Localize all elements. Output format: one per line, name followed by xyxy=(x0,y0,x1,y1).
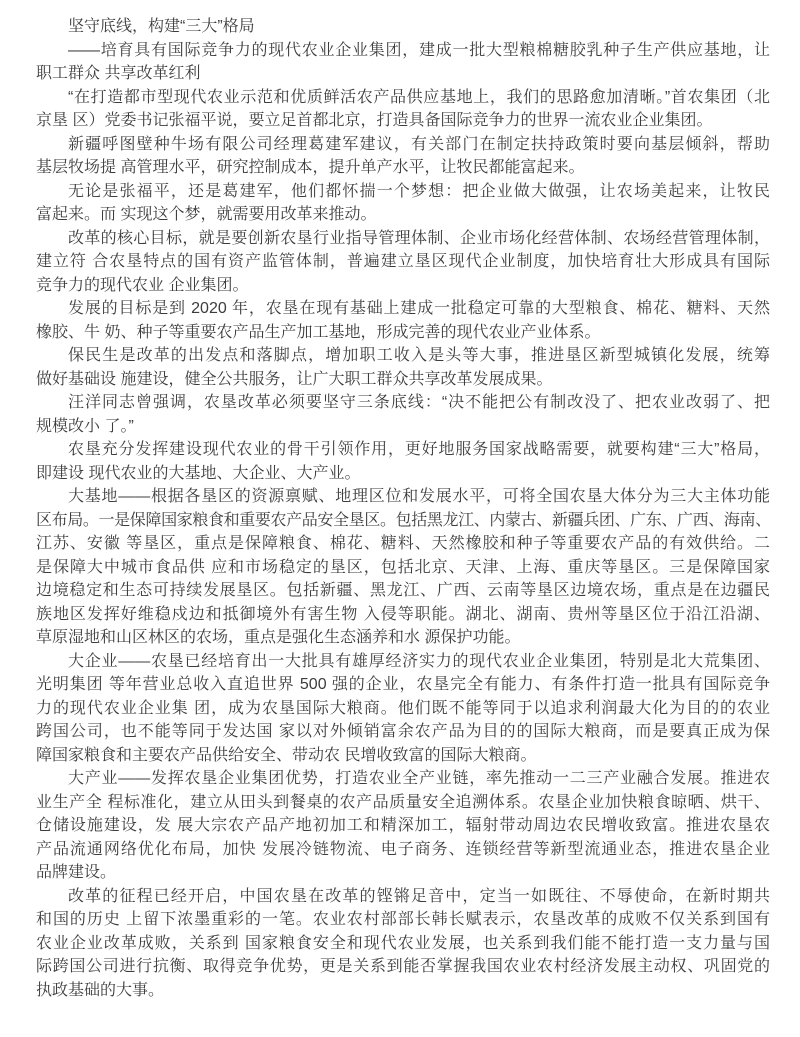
text-line: 江苏、安徽 等垦区，重点是保障粮食、棉花、糖料、天然橡胶和种子等重要农产品的有效供给。二 xyxy=(36,535,770,552)
text-line: 农垦充分发挥建设现代农业的骨干引领作用，更好地服务国家战略需要，就要构建“三大”格局， xyxy=(68,441,770,458)
text-line: 即建设 现代农业的大基地、大企业、大产业。 xyxy=(36,464,361,482)
text-line: ——培育具有国际竞争力的现代农业企业集团，建成一批大型粮棉糖胶乳种子生产供应基地，让 xyxy=(68,41,770,59)
text-line: 是保障大中城市食品供 应和市场稳定的垦区，包括北京、天津、上海、重庆等垦区。三是保障国家 xyxy=(36,558,770,576)
text-line: 障国家粮食和主要农产品供给安全、带动农 民增收致富的国际大粮商。 xyxy=(36,746,537,764)
text-line: 品牌建设。 xyxy=(36,864,117,881)
text-line: “在打造都市型现代农业示范和优质鲜活农产品供应基地上，我们的思路愈加清晰。”首农集团（北 xyxy=(68,88,770,106)
text-line: 京垦 区）党委书记张福平说，要立足首都北京，打造具备国际竞争力的世界一流农业企业集团。 xyxy=(36,112,713,129)
text-line: 执政基础的大事。 xyxy=(36,981,165,999)
text-line: 跨国公司，也不能等同于发达国 家以对外倾销富余农产品为目的的国际大粮商，而是要真正成为保 xyxy=(36,723,770,740)
text-line: 建立符 合农垦特点的国有资产监管体制，普遍建立垦区现代企业制度，加快培育壮大形成具有国际 xyxy=(36,253,770,270)
text-line: 无论是张福平，还是葛建军，他们都怀揣一个梦想：把企业做大做强，让农场美起来，让牧民 xyxy=(68,182,770,200)
text-line: 农业企业改革成败，关系到 国家粮食安全和现代农业发展，也关系到我们能不能打造一支力量与国 xyxy=(36,934,770,952)
text-line: 力的现代农业企业集 团，成为农垦国际大粮商。他们既不能等同于以追求利润最大化为目的的农业 xyxy=(36,699,770,717)
text-line: 大企业——农垦已经培育出一大批具有雄厚经济实力的现代农业企业集团，特别是北大荒集团、 xyxy=(68,652,770,670)
text-line: 业生产全 程标准化，建立从田头到餐桌的农产品质量安全追溯体系。农垦企业加快粮食晾晒、烘干、 xyxy=(36,793,770,811)
text-line: 改革的核心目标，就是要创新农垦行业指导管理体制、企业市场化经营体制、农场经营管理体制， xyxy=(68,229,770,247)
text-line: 基层牧场提 高管理水平，研究控制成本，提升单产水平，让牧民都能富起来。 xyxy=(36,159,585,176)
text-line: 改革的征程已经开启，中国农垦在改革的铿锵足音中，定当一如既往、不辱使命，在新时期共 xyxy=(68,887,770,905)
text-line: 仓储设施建设，发 展大宗农产品产地初加工和精深加工，辐射带动周边农民增收致富。推进农垦农 xyxy=(36,817,770,834)
text-line: 竞争力的现代农业 企业集团。 xyxy=(36,276,249,294)
text-line: 区布局。一是保障国家粮食和重要农产品安全垦区。包括黑龙江、内蒙古、新疆兵团、广东、广西、海南、 xyxy=(36,511,770,529)
text-line: 职工群众 共享改革红利 xyxy=(36,65,201,82)
text-line: 保民生是改革的出发点和落脚点，增加职工收入是头等大事，推进垦区新型城镇化发展，统筹 xyxy=(68,347,770,364)
text-line: 大基地——根据各垦区的资源禀赋、地理区位和发展水平，可将全国农垦大体分为三大主体功能 xyxy=(68,488,770,505)
text-line: 发展的目标是到 2020 年，农垦在现有基础上建成一批稳定可靠的大型粮食、棉花、糖料、天然 xyxy=(68,300,770,317)
text-line: 产品流通网络优化布局，加快 发展冷链物流、电子商务、连锁经营等新型流通业态，推进农垦企业 xyxy=(36,840,770,858)
text-line: 坚守底线，构建“三大”格局 xyxy=(68,18,255,35)
text-line: 橡胶、牛 奶、种子等重要农产品生产加工基地，形成完善的现代农业产业体系。 xyxy=(36,323,601,341)
text-line: 草原湿地和山区林区的农场，重点是强化生态涵养和水 源保护功能。 xyxy=(36,629,521,646)
text-line: 汪洋同志曾强调，农垦改革必须要坚守三条底线：“决不能把公有制改没了、把农业改弱了、把 xyxy=(68,394,770,411)
text-line: 际跨国公司进行抗衡、取得竞争优势，更是关系到能否掌握我国农业农村经济发展主动权、巩固党的 xyxy=(36,958,770,975)
text-line: 做好基础设 施建设，健全公共服务，让广大职工群众共享改革发展成果。 xyxy=(36,370,553,388)
text-line: 规模改小 了。” xyxy=(36,417,134,435)
text-line: 新疆呼图壁种牛场有限公司经理葛建军建议，有关部门在制定扶持政策时要向基层倾斜，帮助 xyxy=(68,135,770,153)
text-line: 边境稳定和生态可持续发展垦区。包括新疆、黑龙江、广西、云南等垦区边境农场，重点是在边疆民 xyxy=(36,582,770,599)
text-line: 富起来。而 实现这个梦，就需要用改革来推动。 xyxy=(36,206,377,223)
text-line: 族地区发挥好维稳戍边和抵御境外有害生物 入侵等职能。湖北、湖南、贵州等垦区位于沿江沿湖、 xyxy=(36,605,770,623)
text-line: 光明集团 等年营业总收入直追世界 500 强的企业，农垦完全有能力、有条件打造一批具有国际竞争 xyxy=(36,676,770,693)
text-line: 和国的历史 上留下浓墨重彩的一笔。农业农村部部长韩长赋表示，农垦改革的成败不仅关系到国有 xyxy=(36,911,770,928)
text-line: 大产业——发挥农垦企业集团优势，打造农业全产业链，率先推动一二三产业融合发展。推进农 xyxy=(68,770,770,787)
